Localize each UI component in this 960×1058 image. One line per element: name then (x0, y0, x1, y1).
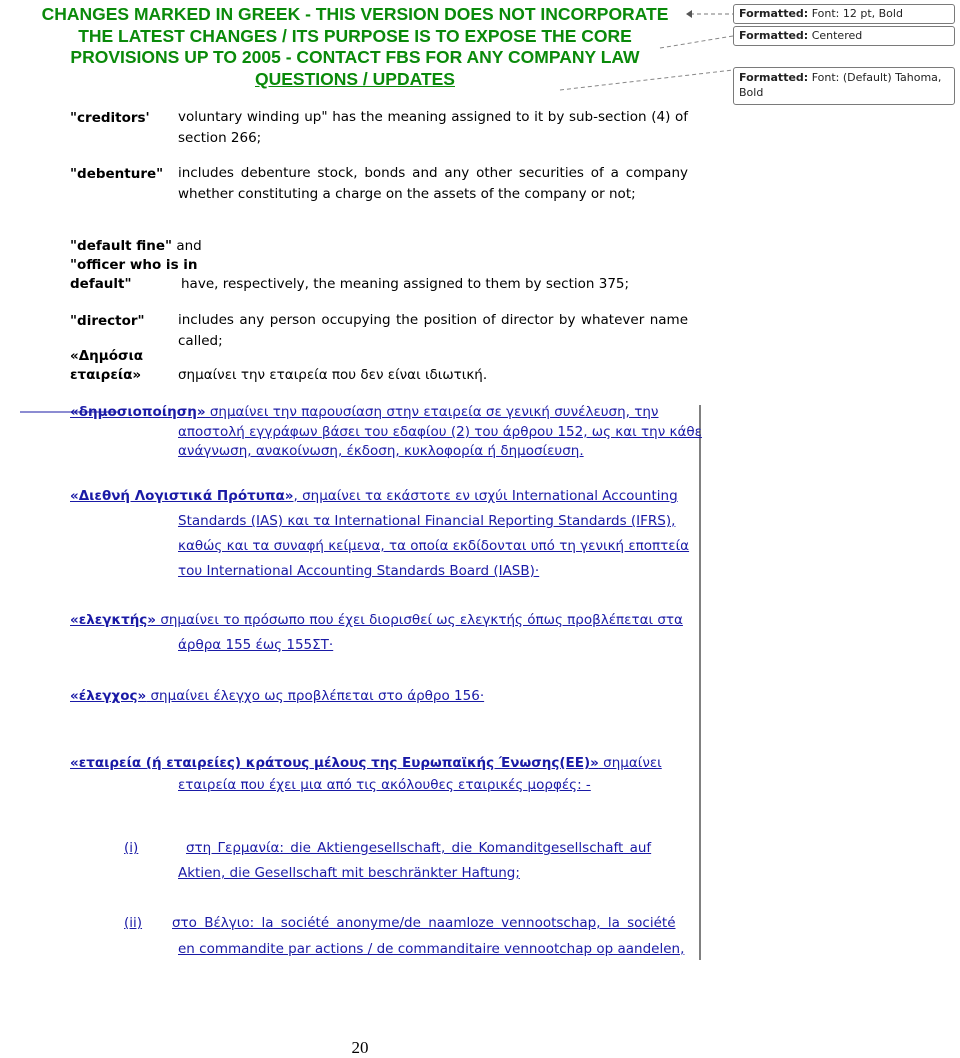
definition-default-fine: have, respectively, the meaning assigned to them by section 375; (181, 276, 630, 292)
term-default-fine-label: "default fine" (70, 238, 173, 254)
list-item-number: (i) (124, 840, 139, 856)
term-public-company-1: «Δημόσια (70, 348, 144, 364)
term-officer-in-default: "officer who is in (70, 257, 198, 273)
definition-eu-company-line2: εταιρεία που έχει μια από τις ακόλουθες εταιρικές μορφές: - (178, 777, 591, 793)
definition-public-company: σημαίνει την εταιρεία που δεν είναι ιδιωτική. (178, 367, 488, 383)
comment-label: Formatted: (739, 71, 809, 84)
header-line-2: THE LATEST CHANGES / ITS PURPOSE IS TO EXPOSE THE CORE (78, 25, 632, 46)
definition-ias-line3: καθώς και τα συναφή κείμενα, τα οποία εκδίδονται υπό τη γενική εποπτεία (178, 538, 690, 554)
definition-publication-line3: ανάγνωση, ανακοίνωση, έκδοση, κυκλοφορία ή δημοσίευση. (178, 443, 584, 459)
definition-auditor-line1: «ελεγκτής» σημαίνει το πρόσωπο που έχει διορισθεί ως ελεγκτής όπως προβλέπεται στα (70, 612, 683, 628)
header-line-1: CHANGES MARKED IN GREEK - THIS VERSION DOES NOT INCORPORATE (41, 4, 669, 24)
comment-balloon-1[interactable] (733, 4, 955, 24)
definition-debenture: includes debenture stock, bonds and any other securities of a company whether constituting a charge on the assets of the company or not; (178, 165, 688, 202)
document-header (20, 4, 690, 90)
header-line-3: PROVISIONS UP TO 2005 - CONTACT FBS FOR ANY COMPANY LAW (70, 47, 640, 67)
list-item-number: (ii) (124, 915, 143, 931)
definition-eu-company-line1: «εταιρεία (ή εταιρείες) κράτους μέλους της Ευρωπαϊκής Ένωσης(ΕΕ)» σημαίνει (70, 755, 662, 771)
definition-creditors: voluntary winding up" has the meaning assigned to it by sub-section (4) of section 266; (178, 109, 688, 146)
comment-balloon-2[interactable] (733, 26, 955, 46)
term-eu-company: «εταιρεία (ή εταιρείες) κράτους μέλους της Ευρωπαϊκής Ένωσης(ΕΕ)» (70, 755, 599, 771)
list-item-line2: en commandite par actions / de commanditaire vennootchap op aandelen, (178, 941, 685, 957)
term-public-company-2: εταιρεία» (70, 367, 142, 383)
comment-text: Font: (Default) Tahoma, Bold (739, 71, 942, 99)
definition-ias-line2: Standards (IAS) και τα International Financial Reporting Standards (IFRS), (178, 513, 676, 529)
list-item-line1: στη Γερμανία: die Aktiengesellschaft, die Komanditgesellschaft auf (186, 840, 652, 856)
list-item-line1: στο Βέλγιο: la société anonyme/de naamloze vennootschap, la société (172, 915, 676, 931)
header-line-4: QUESTIONS / UPDATES (255, 68, 455, 89)
term-publication: «δημοσιοποίηση» (70, 404, 206, 420)
definition-ias-line4: του International Accounting Standards Board (IASB)· (178, 563, 540, 579)
term-debenture: "debenture" (70, 166, 164, 182)
term-auditor: «ελεγκτής» (70, 612, 157, 628)
definition-publication-line2: αποστολή εγγράφων βάσει του εδαφίου (2) του άρθρου 152, ως και την κάθε (178, 424, 702, 440)
term-ias: «Διεθνή Λογιστικά Πρότυπα» (70, 488, 294, 504)
comment-text: Font: 12 pt, Bold (811, 7, 903, 20)
comment-label: Formatted: (739, 29, 809, 42)
comment-label: Formatted: (739, 7, 809, 20)
definition-control: «έλεγχος» σημαίνει έλεγχο ως προβλέπεται στο άρθρο 156· (70, 688, 485, 704)
term-creditors: "creditors' (70, 110, 150, 126)
term-director: "director" (70, 313, 145, 329)
comment-text: Centered (811, 29, 863, 42)
term-default: default" (70, 276, 132, 292)
definition-ias-line1: «Διεθνή Λογιστικά Πρότυπα», σημαίνει τα εκάστοτε εν ισχύι International Accounting (70, 488, 678, 504)
list-item-line2: Aktien, die Gesellschaft mit beschränkter Haftung; (178, 865, 520, 881)
definition-auditor-line2: άρθρα 155 έως 155ΣΤ· (178, 637, 334, 653)
definition-director: includes any person occupying the position of director by whatever name called; (178, 312, 688, 349)
definition-publication-line1: «δημοσιοποίηση» σημαίνει την παρουσίαση στην εταιρεία σε γενική συνέλευση, την (70, 404, 659, 420)
term-default-fine (70, 238, 202, 254)
term-and: and (172, 238, 202, 254)
term-control: «έλεγχος» (70, 688, 147, 704)
page-number: 20 (351, 1038, 369, 1057)
comment-balloon-3[interactable] (733, 67, 955, 105)
